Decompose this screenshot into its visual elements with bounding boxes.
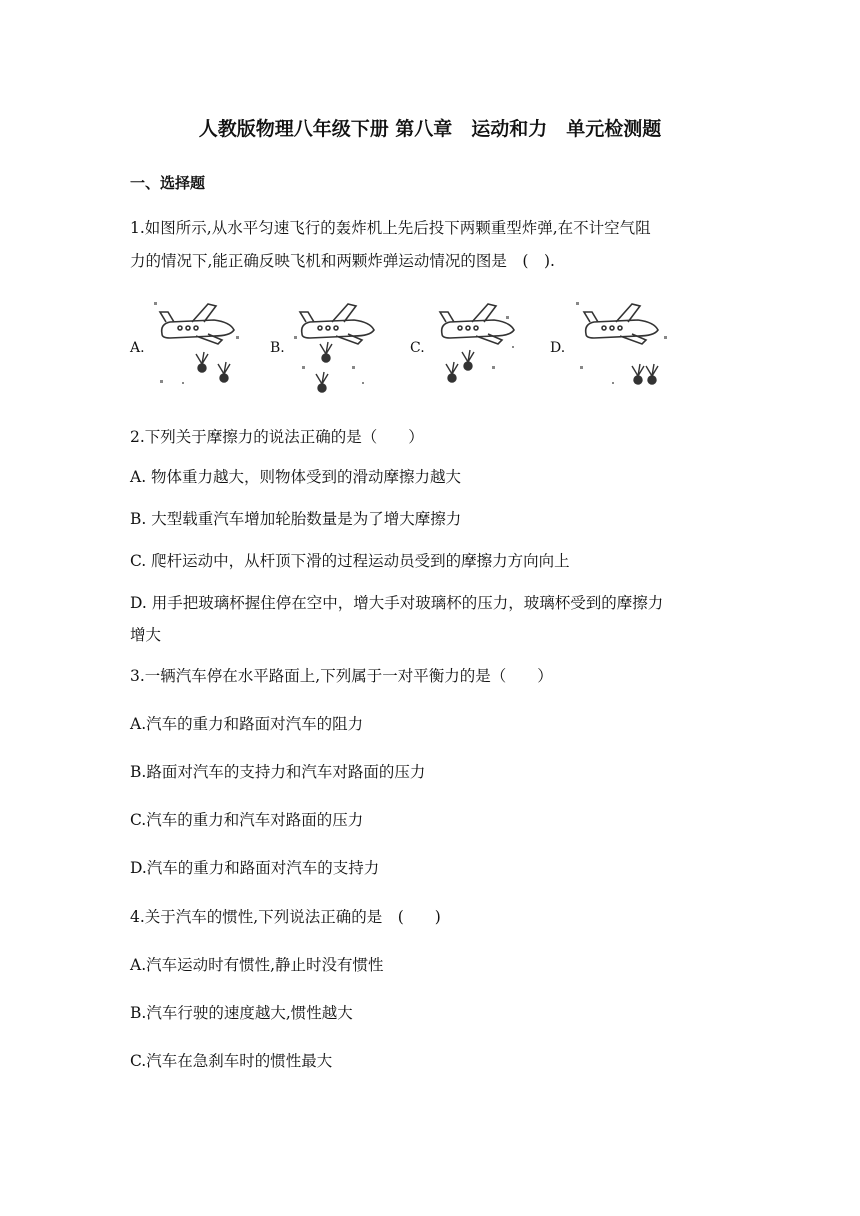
- q3-option-c: C.汽车的重力和汽车对路面的压力: [130, 811, 364, 829]
- option-label: B.: [270, 340, 285, 356]
- bomber-figure-a-icon: [152, 296, 242, 396]
- q4-stem: 4.关于汽车的惯性,下列说法正确的是 ( ): [130, 908, 441, 926]
- q1-stem-line2: 力的情况下,能正确反映飞机和两颗炸弹运动情况的图是 ( ).: [130, 252, 555, 270]
- q4-option-c: C.汽车在急刹车时的惯性最大: [130, 1052, 333, 1070]
- q2-option-d-line1: D. 用手把玻璃杯握住停在空中，增大手对玻璃杯的压力，玻璃杯受到的摩擦力: [130, 594, 664, 612]
- q2-option-d-line2: 增大: [130, 626, 162, 644]
- bomber-figure-d-icon: [572, 296, 672, 396]
- q3-option-b: B.路面对汽车的支持力和汽车对路面的压力: [130, 763, 426, 781]
- q2-option-c: C. 爬杆运动中，从杆顶下滑的过程运动员受到的摩擦力方向向上: [130, 552, 570, 570]
- q3-option-a: A.汽车的重力和路面对汽车的阻力: [130, 715, 364, 733]
- q3-option-d: D.汽车的重力和路面对汽车的支持力: [130, 859, 380, 877]
- option-label: D.: [550, 340, 566, 356]
- q3-stem: 3.一辆汽车停在水平路面上,下列属于一对平衡力的是（ ）: [130, 667, 553, 685]
- q1-stem-line1: 1.如图所示,从水平匀速飞行的轰炸机上先后投下两颗重型炸弹,在不计空气阻: [130, 219, 651, 237]
- q1-options: [130, 296, 690, 396]
- option-label: C.: [410, 340, 425, 356]
- page-title: 人教版物理八年级下册 第八章 运动和力 单元检测题: [198, 118, 662, 140]
- q4-option-a: A.汽车运动时有惯性,静止时没有惯性: [130, 956, 384, 974]
- bomber-figure-b-icon: [292, 296, 382, 396]
- q4-option-b: B.汽车行驶的速度越大,惯性越大: [130, 1004, 353, 1022]
- bomber-figure-c-icon: [432, 296, 522, 396]
- section-heading: 一、选择题: [130, 174, 206, 192]
- q2-stem: 2.下列关于摩擦力的说法正确的是（ ）: [130, 428, 424, 446]
- option-label: A.: [130, 340, 145, 356]
- q2-option-a: A. 物体重力越大，则物体受到的滑动摩擦力越大: [130, 468, 462, 486]
- q2-option-b: B. 大型载重汽车增加轮胎数量是为了增大摩擦力: [130, 510, 462, 528]
